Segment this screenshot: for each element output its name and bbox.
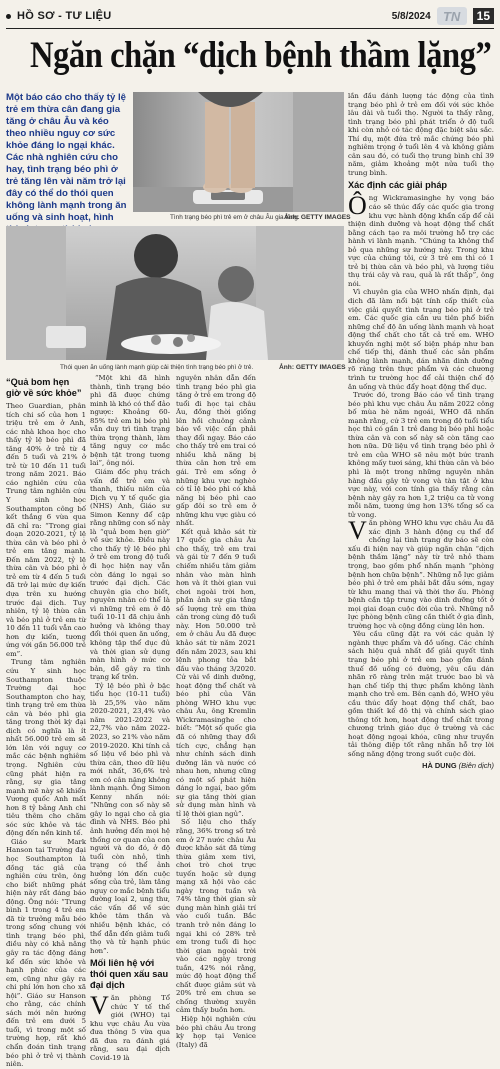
section-heading-time-bomb: “Quả bom hẹn giờ về sức khỏe” [6,377,82,398]
header-right [392,7,494,25]
family-meal-image [6,226,344,360]
paragraph: Trung tâm nghiên cứu Y sinh học Southampton thuộc Trường đại học Southampton cho hay, tình trạng trẻ em thừa cân và béo phì gia tăng trong thời kỳ đại dịch có nghĩa là ít nhất 56.000 trẻ em sẽ lớn lên với nguy cơ mắc các bệnh nghiêm trọng. Nghiên cứu cũng phát hiện ra rằng, sự gia tăng mạnh mẽ này sẽ khiến Vương quốc Anh mất hơn 8 tỷ bảng Anh chi tiêu thêm cho chăm sóc sức khỏe và tác động đến nền kinh tế. [6,658,86,838]
child-on-scale-image [133,92,344,212]
page-header [6,5,494,27]
paragraph [348,191,494,288]
paragraph-text: ăn phòng Tổ chức Y tế thế giới (WHO) tại khu vực châu Âu vừa đưa thông 5 vừa qua đã đưa ra đánh giá rằng, sau đại dịch Covid-19 là [90,994,170,1063]
column-3 [176,374,256,1049]
paragraph-text: ng Wickramasinghe hy vọng báo cáo sẽ thúc đẩy các quốc gia trong khu vực hành động khẩn cấp để cải thiện dinh dưỡng và hoạt động thể chất bằng cách tạo ra môi trường hỗ trợ các hành vi lành mạnh. “Chúng ta không thể bỏ qua những sự hướng này. Trong khu vực của chúng tôi, cứ 3 trẻ em thì có 1 trẻ bị thừa cân và béo phì, và lượng tiêu thụ trái cây và rau, quả là rất thấp”, ông nói. [348,194,494,288]
column-4 [348,92,494,774]
photo2-caption: Thói quen ăn uống lành mạnh giúp cải thiện tình trạng béo phì ở trẻ. [60,364,254,371]
drop-cap: V [348,516,367,546]
section-heading-solutions: Xác định các giải pháp [348,180,448,191]
column-2 [90,374,171,1063]
article-lead: Một báo cáo cho thấy tỷ lệ trẻ em thừa cân đang gia tăng ở châu Âu và kéo theo nhiều nguy cơ sức khỏe đáng lo ngại khác. Các nhà nghiên cứu cho hay, tình trạng béo phì ở trẻ tăng lên vài năm trở lại đây có thể do thói quen không lành mạnh trong ăn uống và sinh hoạt, hình [6,92,127,223]
photo1-credit: Ảnh: GETTY IMAGES [284,214,351,221]
section-heading-habits: Mối liên hệ với thói quen xấu sau đại dịch [90,958,169,991]
article-headline: Ngăn chặn “dịch bệnh thầm lặng” [30,35,492,76]
author-signature [348,762,494,771]
drop-cap: Ô [348,191,367,221]
drop-cap: V [90,991,109,1021]
photo-family-meal [6,226,344,360]
column-1 [6,374,86,1069]
paragraph: Kết quả khảo sát từ 17 quốc gia châu Âu cho thấy, trẻ em trai và gái từ 7 đến 9 tuổi chiếm nhiều tâm giảm nhân vào màn hình hơn và ít thời gian vui chơi ngoài trời hơn, phần ảnh sự gia tăng số lượng trẻ em thừa cân trong cùng độ tuổi này. Hơn 50.000 trẻ em ở châu Âu đã được khảo sát từ năm 2021 đến năm 2023, sau khi lệnh phong tỏa bắt đầu vào tháng 3/2020. Cứ vài về dinh dưỡng, hoạt động thể chất và béo phì của Văn phòng WHO khu vực châu Âu, ông Kremlin Wickramasinghe cho biết: “Một số quốc gia đã có những thay đổi tích cực, chẳng hạn như chính sách dinh dưỡng lân và nước có nhau hơn, nhưng cũng có một số phát hiện đáng lo ngại, bao gồm sự gia tăng thời gian sử dụng màn hình và tỉ lệ thời gian ngủ”. [176,527,256,818]
paragraph: Số liệu cho thấy rằng, 36% trong số trẻ em ở 27 nước châu Âu được khảo sát đã từng thừa giảm xem tivi, chơi trò chơi trực tuyến hoặc sử dụng mạng xã hội vào các ngày trong tuần và 74% tăng thời gian sử dụng màn hình giải trí vào cuối tuần. Bắc tranh trở nên đáng lo ngại khi có 28% trẻ em trong tuổi đi học thời gian ngoài trời vào các ngày trong tuần, 42% nói rằng, mức độ hoạt động thể chất được giảm sút và 20% trẻ em chưa se chống thường xuyên cảm thấy buồn hơn. [176,818,256,1015]
paragraph: Giáo sư Mark Hanson tại Trường đại học Southampton là đồng tác giả của nghiên cứu trên, ông cho biết những phát hiện này rất đáng báo động. Ông nói: “Trung bình 1 trong 4 trẻ em đã từ trưởng mẫu béo trong sống chung với tình trạng béo phì, điều này có khả năng gây ra tác động đáng kể đến sức khỏe và hạnh phúc của các em, cũng như gây ra chi phí lớn hơn cho xã hội”. Giáo sư Hanson cho rằng, các chính sách mới nên hướng đến trẻ em dưới 5 tuổi, vì trong một số trường hợp, rất khó chẩn đoán tình trạng béo phì ở trẻ vị thành niên. [6,837,86,1069]
photo1-caption: Tình trạng béo phì trẻ em ở châu Âu gia tăng. [170,214,300,221]
paragraph: Tỷ lệ béo phì ở bậc tiểu học (10-11 tuổi) là 25,5% vào năm 2020-2021, 23,4% vào năm 2021-2022 và 22,7% vào năm 2022-2023, so 21% vào năm 2019-2020. Khi tính cả số liệu về béo phì và thừa cân, theo dữ liệu mới nhất, 36,6% trẻ em có cân nặng không lành mạnh. Ông Simon Kenny nhấn nói: “Những con số này sẽ gây lo ngại cho cả gia đình và NHS. Béo phì ảnh hưởng đến mọi hệ thống cơ quan của con người và do đó, ở độ tuổi còn nhỏ, tình trạng có thể ảnh hưởng lớn đến cuộc sống của trẻ, làm tăng nguy cơ mắc bệnh tiểu đường loại 2, ung thư, các vấn đề về sức khỏe tâm thần và nhiều bệnh khác, có thể dẫn đến giảm tuổi thọ và tử hạnh phúc hơn”. [90,681,171,955]
header-divider [6,28,494,29]
author-name: HÀ DUNG [422,760,457,770]
section-title: HỒ SƠ - TƯ LIỆU [17,10,112,22]
paragraph: Theo Guardian, phân tích chi số của hơn 1 triệu trẻ em ở Anh, các nhà khoa học cho thấy tỷ lệ béo phì đã tăng 40% ở trẻ từ 4 đến 5 tuổi và 21% ở trẻ từ 10 đến 11 tuổi trong năm 2021. Báo cáo nghiên cứu của Trung tâm nghiên cứu Y sinh học Southampton công bố kết thắng 6 vừa qua đã chỉ ra: “Trong giai đoạn 2020-2021, tỷ lệ thừa cân và béo phì ở trẻ em tăng mạnh. Đến năm 2022, tỷ lệ thừa cân và béo phì ở trẻ em từ 4 đến 5 tuổi đã trở lại mức dự kiến dựa trên xu hướng trước đại dịch. Tuy nhiên, tỷ lệ thừa cân và béo phì ở trẻ em từ 10 đến 11 tuổi vẫn cao hơn dự kiến, tương ứng với gần 56.000 trẻ em”. [6,402,86,658]
paragraph: lần đầu đánh lượng tác động của tình trạng béo phì ở trẻ em đối với sức khỏe lâu dài và tuổi thọ. Người ta thấy rằng, tình trạng béo phì phát triển ở độ tuổi khi còn nhỏ có tác động đặc biệt sâu sắc. Thí dụ, một đứa trẻ mắc chứng béo phì nghiêm trọng ở tuổi lên 4 và không giảm cân sau đó, có tuổi thọ trung bình chỉ 39 năm, giảm khoảng một nửa tuổi thọ trung bình. [348,92,494,177]
paragraph-text: ăn phòng WHO khu vực châu Âu đã xác định 3 hành động cụ thể để chống lại tình trạng dự báo sẽ còn xấu đi hiện nay và giúp ngăn chặn “dịch bệnh thầm lặng” này từ trẻ nhỏ tham trọng, bao gồm phổ nhấn mạnh “phòng bệnh hơn chữa bệnh”. Những nỗ lực giảm béo phì ở trẻ em phải bắt đầu sớm, ngay từ khu mang thai và thời thơ ấu. Phòng bệnh cần tập trung vào dinh dưỡng tốt ở mọi giai đoạn cuộc đời của trẻ. Những nỗ lực phòng bệnh cũng cần thiết ở gia đình, trường học và cộng đồng cùng lên hơn. [348,519,494,630]
photo2-credit: Ảnh: GETTY IMAGES [279,364,346,371]
bullet-icon [6,14,11,19]
paragraph: Giám đốc phụ trách vấn đề trẻ em và thanh, thiếu niên của Dịch vụ Y tế quốc gia (NHS) Anh, Giáo sư Simon Kenny để cập rằng những con số này là “quả bom hẹn giờ” về sức khỏe. Điều này cho thấy tỷ lệ béo phì ở trẻ em trong độ tuổi đi học hiện nay vẫn còn đáng lo ngại so trước đại dịch. Các chuyên gia cho biết, nguyên nhân có thể là vì những trẻ em ở độ tuổi 10-11 đã chịu ảnh hưởng và không thay đổi thói quen ăn uống, không tập thể dục đủ và thời gian sử dụng màn hình ở mức cơ bản, dễ gây ra tình trạng kể trên. [90,468,170,682]
paragraph: nguyên nhân dẫn đến tình trạng béo phì gia tăng ở trẻ em trong độ tuổi đi học tại châu Âu, đồng thời giống lên hồi chuông cảnh báo về việc cần phải thay đổi ngay. Báo cáo cho thấy trẻ em trai có nhiều khả năng bị thừa cân hơn trẻ em gái. Trẻ em sống ở những khu vực nghèo có tỉ lệ béo phì có khả năng bị béo phì cao gấp đôi so trẻ em ở những khu vực giàu có nhất. [176,374,256,528]
author-note: (Biên dịch) [458,760,494,770]
section-label [6,10,112,22]
paragraph: “Một khi đã hình thành, tình trạng béo phì đã được chứng minh là khó có thể đảo ngược: Khoảng 60-85% trẻ em bị béo phì vẫn duy trì tình trạng thừa trọng thành, làm tăng nguy cơ mắc bệnh tật trong tương lai”, ông nói. [90,374,170,468]
issue-date: 5/8/2024 [391,10,431,22]
page-number: 15 [473,8,494,24]
paragraph: Hiệp hội nghiên cứu béo phì châu Âu trong kỳ họp tại Venice (Italy) đã [176,1015,256,1049]
paragraph: Vì chuyên gia của WHO nhấn định, đại dịch đã làm nổi bật tính cấp thiết của việc giải quyết tình trạng béo phì ở trẻ em. Các quốc gia cần ưu tiên phổ biến những chế độ ăn uống lành mạnh và hoạt động thể chất cho tất cả trẻ em. WHO khuyến nghị một số biện pháp như ban chế tiếp thị, đánh thuế các sản phẩm không lành mạnh, dán nhãn dinh dưỡng rõ ràng trên thực phẩm và các chương trình tư trường học để cải thiện chế độ ăn uống và thúc đẩy hoạt động thể dục. [348,288,494,391]
paragraph: Yêu cầu cũng đặt ra với các quản lý ngành thực phẩm và đồ uống. Các chính sách hiệu quả nhất để giải quyết tình trạng béo phì ở trẻ em bao gồm đánh thuế đồ uống có đường, yêu cầu dán nhãn rõ ràng trên mặt trước bao bì và hạn chế tiếp thị thực phẩm không lành mạnh cho trẻ em. Bên cạnh đó, WHO yêu cầu thúc đẩy hoạt động thể chất, bao gồm thiết kế đô thị và chính sách giao thông tốt hơn, hoạt động thể chất trong chương trình giáo dục ở trường và các hoạt động ngoại khóa, cũng như truyền tải thông điệp tốt rằng nhấn hỗ trợ lời sống năng động trong suốt cuộc đời. [348,630,494,759]
newspaper-logo: TN [437,7,467,25]
paragraph [348,516,494,630]
paragraph [90,991,170,1063]
photo-child-scale [133,92,344,212]
paragraph: Trước đó, trong Báo cáo về tình trạng béo phì khu vực châu Âu năm 2022 công bố mùa hè năm ngoái, WHO đã nhấn mạnh rằng, cứ 3 trẻ em trong độ tuổi tiểu học thì có gần 1 trẻ đang bị béo phì hoặc thừa cân và con số này sẽ còn tăng cao hơn nữa. Dữ liệu về tình trạng béo phì ở trẻ em của WHO sẽ nêu một bức tranh không mấy tươi sáng, khi thừa cân và béo phì là một trong những nguyên nhân hàng đầu gây tử vong và tàn tật ở khu vực này, với con tính gia thấy rằng cân bệnh này gây ra hơn 1,2 triệu ca tử vong mỗi năm, tương ứng hơn 13% tổng số ca tử vong. [348,391,495,519]
